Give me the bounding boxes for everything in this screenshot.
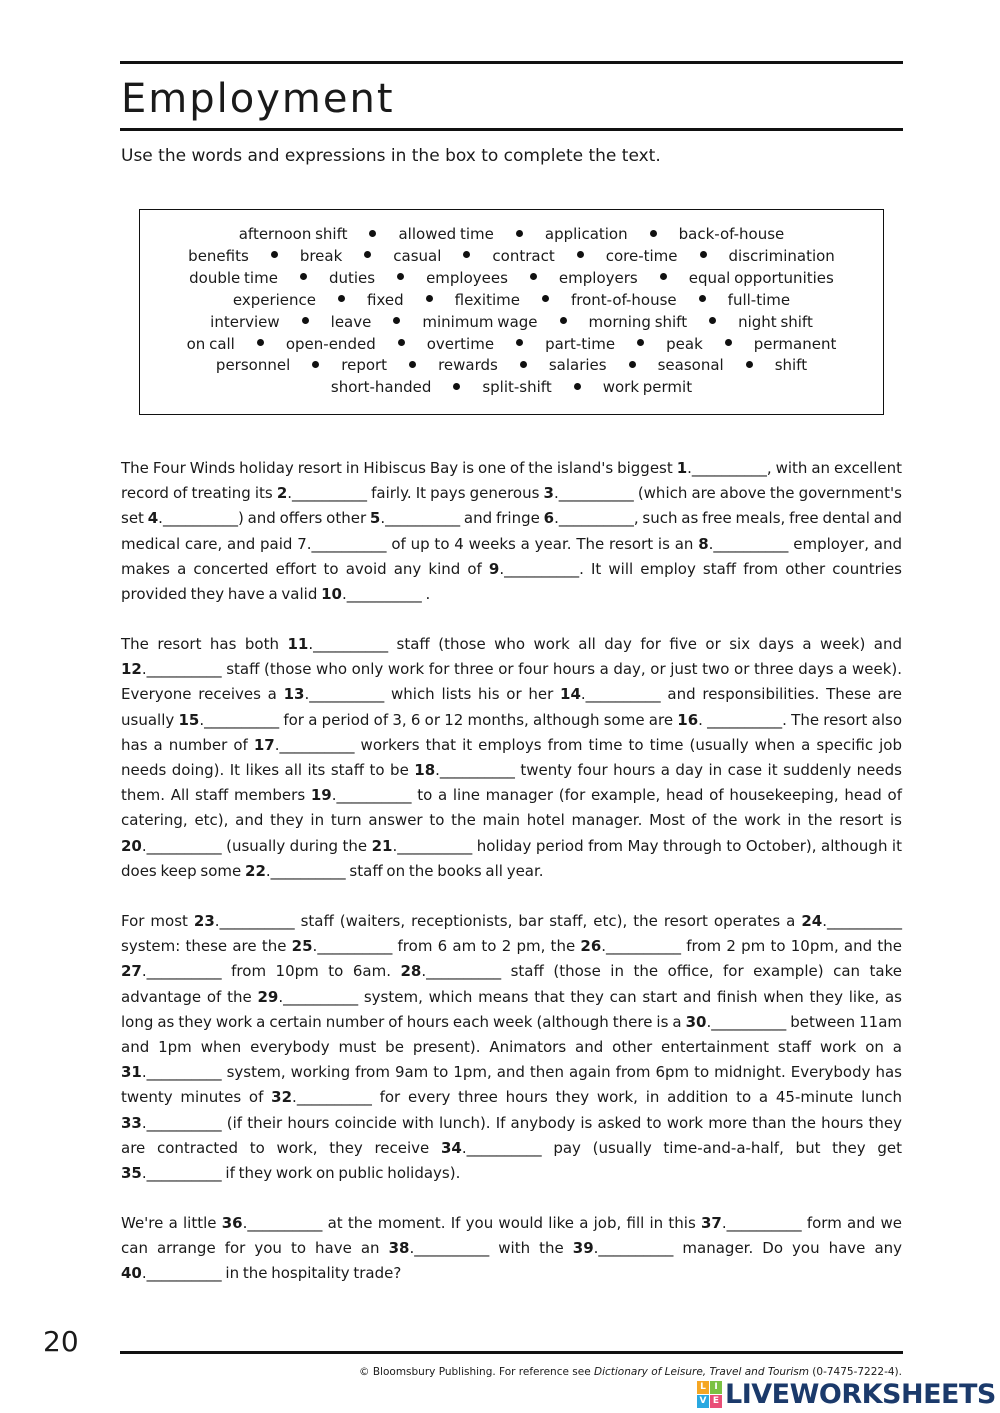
paragraph-text: .__________ staff on the books all year.	[265, 861, 544, 880]
word-box-row	[140, 355, 883, 377]
bullet-icon	[257, 339, 264, 346]
copyright-title: Dictionary of Leisure, Travel and Tourism	[594, 1366, 809, 1378]
page-title: Employment	[121, 76, 395, 122]
bullet-icon	[725, 339, 732, 346]
logo-tile: V	[697, 1395, 709, 1408]
bullet-icon	[398, 339, 405, 346]
paragraph-text: The Four Winds holiday resort in Hibiscus Bay is one of the island's biggest	[121, 459, 677, 477]
paragraph-text: .__________ manager. Do you have any	[593, 1239, 903, 1258]
paragraph-text: .__________ .	[341, 585, 431, 604]
blank-number: 3	[543, 484, 554, 503]
bullet-icon	[463, 251, 470, 258]
bullet-icon	[312, 361, 319, 368]
logo-tile: E	[710, 1395, 722, 1408]
paragraph-text: .__________ staff (waiters, receptionists, bar staff, etc), the resort operates a	[214, 912, 802, 930]
bullet-icon	[271, 251, 278, 258]
paragraph-text: .__________ from 6 am to 2 pm, the	[312, 937, 581, 956]
word-box-row	[140, 268, 883, 290]
bullet-icon	[369, 230, 376, 237]
blank-number: 12	[121, 660, 142, 679]
blank-number: 2	[276, 484, 288, 503]
bullet-icon	[409, 361, 416, 368]
word-option: double time	[189, 268, 278, 287]
paragraph-text: .__________ staff (those who only work for three or four hours a day, or just two or three days a week). Everyone receives a	[121, 660, 902, 704]
word-option: experience	[232, 290, 317, 309]
word-option: shift	[774, 356, 808, 375]
paragraph-text: .__________) and offers other	[158, 509, 370, 528]
paragraph-text: .__________ system, which means that they can start and finish when they like, as long as they work a certain number of hours each week (although there is a	[121, 987, 902, 1031]
word-option: overtime	[426, 334, 495, 353]
bullet-icon	[542, 295, 549, 302]
bullet-icon	[700, 251, 707, 258]
paragraph-text: .__________ fairly. It pays generous	[287, 484, 544, 503]
paragraph-3	[121, 909, 902, 1186]
blank-number: 28	[400, 962, 422, 981]
word-option: fixed	[367, 290, 404, 309]
blank-number: 21	[371, 836, 393, 855]
word-option: casual	[393, 246, 442, 265]
paragraph-text: .__________ staff (those who work all day for five or six days a week) and	[308, 635, 902, 653]
paragraph-text: .__________ to a line manager (for example, head of housekeeping, head of catering, etc), and they in turn answer to the main hotel manager. Most of the work in the resort is	[121, 786, 902, 830]
bullet-icon	[300, 273, 307, 280]
blank-number: 5	[369, 509, 381, 528]
liveworksheets-logo[interactable]	[697, 1380, 997, 1410]
paragraph-text: .__________ and responsibilities. These are usually	[121, 685, 903, 729]
copyright-notice	[359, 1364, 902, 1380]
instruction-text: Use the words and expressions in the box to complete the text.	[121, 146, 661, 166]
paragraph-text: . __________. The resort also has a number of	[121, 710, 902, 754]
blank-number: 16	[677, 710, 699, 729]
bullet-icon	[650, 230, 657, 237]
blank-number: 36	[221, 1214, 243, 1232]
blank-number: 31	[121, 1063, 142, 1082]
word-option: allowed time	[398, 225, 494, 243]
paragraph-text: .__________ form and we can arrange for you to have an	[121, 1214, 902, 1258]
bullet-icon	[426, 295, 433, 302]
blank-number: 30	[685, 1012, 707, 1031]
blank-number: 4	[147, 509, 159, 528]
word-option: full-time	[727, 290, 791, 309]
word-option: equal opportunities	[688, 268, 834, 287]
word-box-row	[140, 312, 883, 334]
logo-text: LIVEWORKSHEETS	[725, 1379, 996, 1410]
blank-number: 22	[245, 861, 266, 880]
word-option: rewards	[438, 356, 498, 375]
paragraph-text: .__________ and fringe	[380, 509, 544, 528]
paragraph-4	[121, 1211, 902, 1287]
blank-number: 37	[700, 1214, 722, 1232]
paragraph-text: .__________ system: these are the	[121, 912, 902, 956]
blank-number: 27	[121, 962, 142, 981]
bullet-icon	[577, 251, 584, 258]
word-option: discrimination	[728, 246, 835, 265]
word-option: on call	[186, 334, 235, 353]
blank-number: 11	[287, 635, 309, 653]
bullet-icon	[453, 383, 460, 390]
paragraph-text: .__________ between 11am and 1pm when everybody must be present). Animators and other entertainment staff work on a	[121, 1012, 902, 1057]
paragraph-text: .__________. It will employ staff from other countries provided they have a valid	[121, 559, 902, 604]
blank-number: 25	[291, 937, 313, 956]
word-option: flexitime	[454, 290, 520, 309]
word-option: interview	[210, 312, 280, 331]
word-option: front-of-house	[571, 290, 677, 309]
paragraph-text: For most	[121, 912, 194, 930]
bullet-icon	[516, 339, 523, 346]
word-option: part-time	[545, 334, 616, 353]
paragraph-text: .__________ for every three hours they work, in addition to a 45-minute lunch	[292, 1088, 902, 1107]
blank-number: 34	[440, 1138, 462, 1157]
paragraph-text: .__________, such as free meals, free dental and medical care, and paid 7.__________ of up to 4 weeks a year. The resort is an	[121, 509, 902, 553]
blank-number: 9	[488, 559, 500, 578]
copyright-prefix: © Bloomsbury Publishing. For reference see	[359, 1366, 594, 1378]
paragraph-text: .__________ workers that it employs from time to time (usually when a specific job needs doing). It likes all its staff to be	[121, 735, 902, 780]
word-option: night shift	[738, 312, 813, 331]
word-option: contract	[492, 246, 555, 265]
bullet-icon	[393, 317, 400, 324]
word-box-row	[140, 377, 883, 399]
word-option: afternoon shift	[238, 225, 348, 243]
word-option: work permit	[602, 378, 693, 397]
blank-number: 13	[283, 685, 305, 704]
bullet-icon	[520, 361, 527, 368]
word-option: seasonal	[657, 356, 724, 375]
paragraph-text: .__________ staff (those in the office, for example) can take advantage of the	[121, 962, 902, 1006]
word-option: benefits	[188, 246, 249, 265]
word-option: split-shift	[482, 378, 552, 397]
word-option: peak	[666, 334, 703, 353]
paragraph-text: .__________, with an excellent record of treating its	[121, 459, 903, 503]
word-option: application	[544, 225, 628, 243]
blank-number: 18	[414, 761, 436, 780]
word-option: salaries	[548, 356, 607, 375]
blank-number: 1	[676, 459, 688, 477]
word-option: back-of-house	[678, 225, 785, 243]
blank-number: 6	[543, 509, 555, 528]
paragraph-text: .__________ for a period of 3, 6 or 12 months, although some are	[199, 710, 678, 729]
blank-number: 10	[321, 585, 342, 604]
paragraph-text: .__________ if they work on public holidays).	[141, 1164, 461, 1183]
bullet-icon	[574, 383, 581, 390]
blank-number: 33	[121, 1113, 142, 1132]
paragraph-text: .__________ from 2 pm to 10pm, and the	[601, 937, 902, 956]
paragraph-text: .__________ employer, and makes a concerted effort to avoid any kind of	[121, 534, 902, 578]
blank-number: 29	[257, 987, 279, 1006]
logo-tiles-icon	[697, 1381, 723, 1409]
blank-number: 40	[121, 1264, 142, 1283]
word-option: minimum wage	[422, 312, 538, 331]
title-rule	[120, 128, 903, 131]
bullet-icon	[709, 317, 716, 324]
top-rule	[120, 61, 903, 64]
word-option: personnel	[215, 356, 291, 375]
paragraph-text: .__________ which lists his or her	[304, 685, 561, 704]
paragraph-1	[121, 456, 902, 607]
bullet-icon	[560, 317, 567, 324]
word-option: employers	[558, 268, 638, 287]
word-option: core-time	[605, 246, 678, 265]
paragraph-text: .__________ at the moment. If you would like a job, fill in this	[242, 1214, 701, 1232]
paragraph-text: .__________ holiday period from May through to October), although it does keep some	[121, 836, 902, 880]
word-option: permanent	[753, 334, 837, 353]
word-option: leave	[330, 312, 372, 331]
paragraph-text: .__________ pay (usually time-and-a-half, but they get	[461, 1138, 902, 1157]
bullet-icon	[637, 339, 644, 346]
blank-number: 20	[121, 836, 142, 855]
blank-number: 38	[388, 1239, 410, 1258]
blank-number: 24	[801, 912, 823, 930]
word-box	[139, 209, 884, 415]
word-option: short-handed	[330, 378, 432, 397]
blank-number: 26	[580, 937, 602, 956]
paragraph-text: .__________ in the hospitality trade?	[141, 1264, 402, 1283]
word-box-row	[140, 246, 883, 268]
word-option: morning shift	[588, 312, 688, 331]
blank-number: 8	[698, 534, 709, 553]
word-option: duties	[328, 268, 376, 287]
blank-number: 17	[253, 735, 275, 754]
blank-number: 19	[310, 786, 332, 805]
paragraph-text: .__________ system, working from 9am to 1pm, and then again from 6pm to midnight. Everybody has twenty minutes of	[121, 1063, 902, 1107]
word-box-row	[140, 290, 883, 312]
word-option: employees	[426, 268, 508, 287]
bottom-rule	[120, 1351, 903, 1354]
bullet-icon	[699, 295, 706, 302]
paragraph-2	[121, 632, 902, 884]
paragraph-text: .__________ with the	[409, 1239, 573, 1258]
word-option: report	[341, 356, 388, 375]
paragraph-text: The resort has both	[121, 635, 288, 653]
blank-number: 32	[271, 1088, 293, 1107]
bullet-icon	[660, 273, 667, 280]
paragraph-text: We're a little	[121, 1214, 222, 1232]
word-option: break	[299, 246, 343, 265]
page-number: 20	[43, 1325, 79, 1358]
blank-number: 14	[560, 685, 581, 704]
blank-number: 39	[572, 1239, 594, 1258]
paragraph-text: .__________ twenty four hours a day in case it suddenly needs them. All staff members	[121, 761, 902, 805]
bullet-icon	[629, 361, 636, 368]
bullet-icon	[746, 361, 753, 368]
bullet-icon	[302, 317, 309, 324]
bullet-icon	[397, 273, 404, 280]
paragraph-text: .__________ (which are above the government's set	[121, 484, 902, 528]
logo-tile: I	[710, 1381, 722, 1394]
word-box-row	[140, 334, 883, 356]
paragraph-text: .__________ (usually during the	[141, 836, 372, 855]
word-option: open-ended	[285, 334, 376, 353]
blank-number: 35	[121, 1164, 142, 1183]
bullet-icon	[530, 273, 537, 280]
logo-tile: L	[697, 1381, 709, 1394]
blank-number: 23	[193, 912, 215, 930]
bullet-icon	[364, 251, 371, 258]
bullet-icon	[516, 230, 523, 237]
paragraph-text: .__________ (if their hours coincide with lunch). If anybody is asked to work more than the hours they are contracted to work, they receive	[121, 1113, 902, 1157]
blank-number: 15	[178, 710, 200, 729]
word-box-row	[140, 224, 883, 246]
bullet-icon	[338, 295, 345, 302]
copyright-suffix: (0-7475-7222-4).	[808, 1366, 902, 1378]
paragraph-text: .__________ from 10pm to 6am.	[141, 962, 401, 981]
